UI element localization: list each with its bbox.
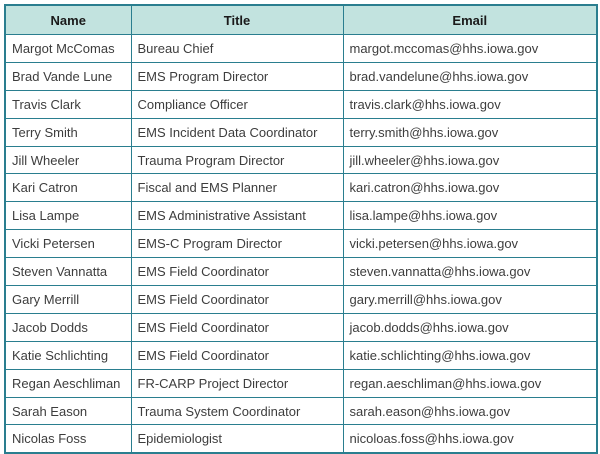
cell-title: Epidemiologist bbox=[131, 425, 343, 453]
cell-title: EMS Program Director bbox=[131, 62, 343, 90]
table-row bbox=[5, 202, 597, 230]
cell-name: Katie Schlichting bbox=[5, 341, 131, 369]
cell-email: terry.smith@hhs.iowa.gov bbox=[343, 118, 597, 146]
table-row bbox=[5, 313, 597, 341]
table-body bbox=[5, 35, 597, 454]
table-row bbox=[5, 425, 597, 453]
cell-email: gary.merrill@hhs.iowa.gov bbox=[343, 286, 597, 314]
cell-email: lisa.lampe@hhs.iowa.gov bbox=[343, 202, 597, 230]
table-row bbox=[5, 341, 597, 369]
contact-table bbox=[4, 4, 598, 454]
table-row bbox=[5, 397, 597, 425]
cell-name: Nicolas Foss bbox=[5, 425, 131, 453]
cell-email: jacob.dodds@hhs.iowa.gov bbox=[343, 313, 597, 341]
cell-name: Travis Clark bbox=[5, 90, 131, 118]
table-row bbox=[5, 369, 597, 397]
cell-name: Vicki Petersen bbox=[5, 230, 131, 258]
cell-email: margot.mccomas@hhs.iowa.gov bbox=[343, 35, 597, 63]
cell-title: EMS Administrative Assistant bbox=[131, 202, 343, 230]
cell-title: Fiscal and EMS Planner bbox=[131, 174, 343, 202]
cell-title: EMS Incident Data Coordinator bbox=[131, 118, 343, 146]
table-row bbox=[5, 146, 597, 174]
cell-title: Bureau Chief bbox=[131, 35, 343, 63]
table-row bbox=[5, 118, 597, 146]
table-row bbox=[5, 174, 597, 202]
table-row bbox=[5, 286, 597, 314]
cell-name: Brad Vande Lune bbox=[5, 62, 131, 90]
table-row bbox=[5, 62, 597, 90]
table-row bbox=[5, 90, 597, 118]
cell-name: Steven Vannatta bbox=[5, 258, 131, 286]
cell-title: EMS-C Program Director bbox=[131, 230, 343, 258]
cell-email: steven.vannatta@hhs.iowa.gov bbox=[343, 258, 597, 286]
cell-email: brad.vandelune@hhs.iowa.gov bbox=[343, 62, 597, 90]
cell-title: Trauma Program Director bbox=[131, 146, 343, 174]
cell-email: nicoloas.foss@hhs.iowa.gov bbox=[343, 425, 597, 453]
table-header bbox=[5, 5, 597, 35]
cell-name: Regan Aeschliman bbox=[5, 369, 131, 397]
cell-name: Kari Catron bbox=[5, 174, 131, 202]
table-row bbox=[5, 35, 597, 63]
cell-title: EMS Field Coordinator bbox=[131, 313, 343, 341]
cell-email: kari.catron@hhs.iowa.gov bbox=[343, 174, 597, 202]
cell-name: Sarah Eason bbox=[5, 397, 131, 425]
cell-title: EMS Field Coordinator bbox=[131, 341, 343, 369]
column-header-email: Email bbox=[343, 5, 597, 35]
cell-email: katie.schlichting@hhs.iowa.gov bbox=[343, 341, 597, 369]
cell-name: Lisa Lampe bbox=[5, 202, 131, 230]
cell-name: Terry Smith bbox=[5, 118, 131, 146]
cell-name: Margot McComas bbox=[5, 35, 131, 63]
cell-name: Jacob Dodds bbox=[5, 313, 131, 341]
cell-name: Gary Merrill bbox=[5, 286, 131, 314]
column-header-title: Title bbox=[131, 5, 343, 35]
cell-email: regan.aeschliman@hhs.iowa.gov bbox=[343, 369, 597, 397]
cell-title: EMS Field Coordinator bbox=[131, 286, 343, 314]
table-row bbox=[5, 230, 597, 258]
header-row bbox=[5, 5, 597, 35]
cell-title: Trauma System Coordinator bbox=[131, 397, 343, 425]
cell-title: FR-CARP Project Director bbox=[131, 369, 343, 397]
cell-email: sarah.eason@hhs.iowa.gov bbox=[343, 397, 597, 425]
cell-name: Jill Wheeler bbox=[5, 146, 131, 174]
cell-email: vicki.petersen@hhs.iowa.gov bbox=[343, 230, 597, 258]
column-header-name: Name bbox=[5, 5, 131, 35]
cell-email: jill.wheeler@hhs.iowa.gov bbox=[343, 146, 597, 174]
cell-title: EMS Field Coordinator bbox=[131, 258, 343, 286]
cell-title: Compliance Officer bbox=[131, 90, 343, 118]
table-row bbox=[5, 258, 597, 286]
cell-email: travis.clark@hhs.iowa.gov bbox=[343, 90, 597, 118]
